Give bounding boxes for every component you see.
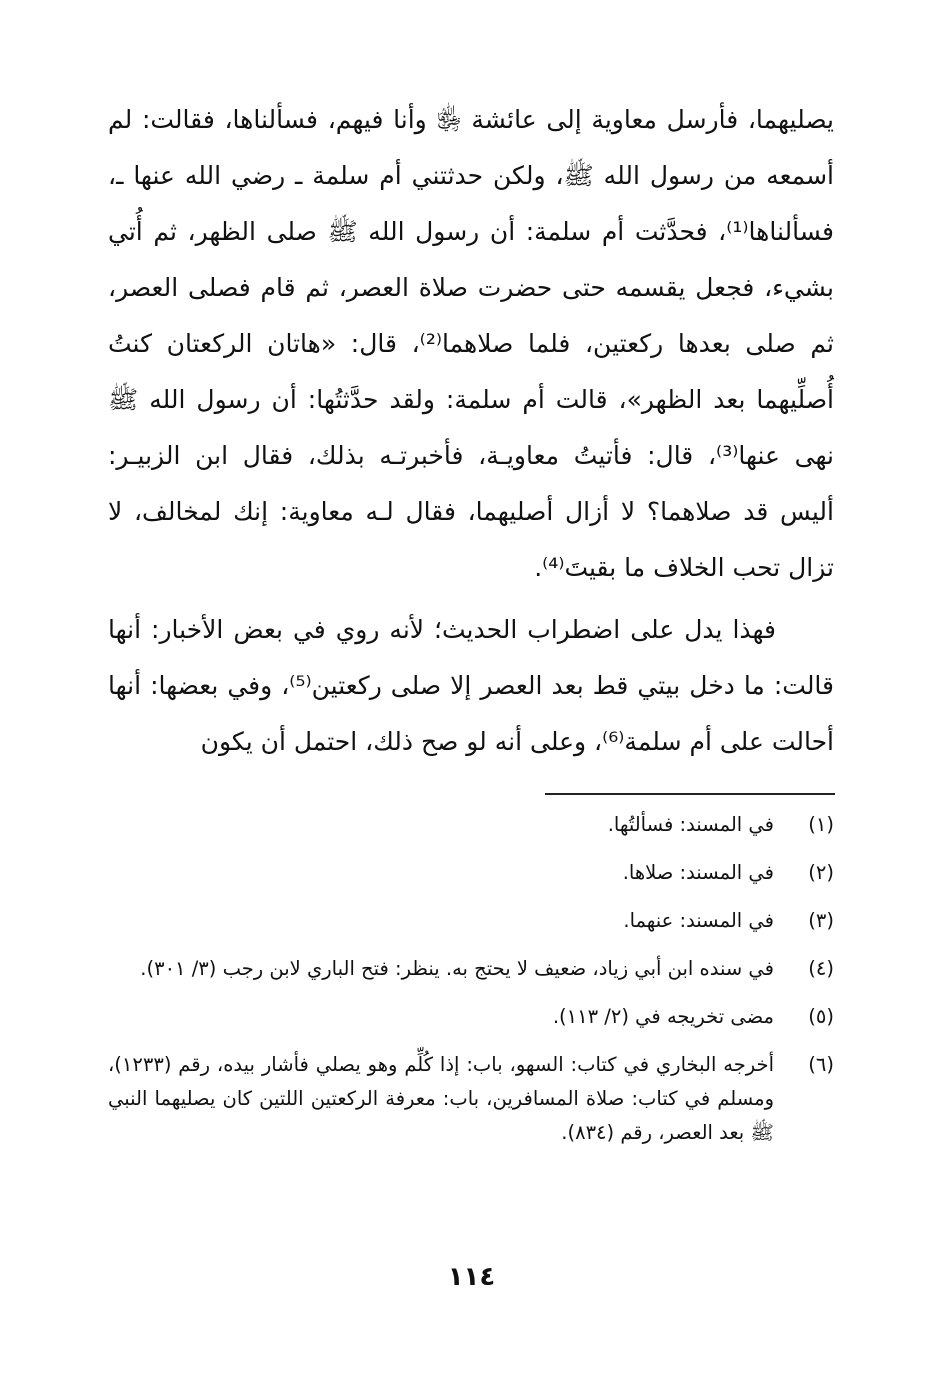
footnote-text: في المسند: فسألتُها.	[607, 813, 774, 836]
footnote-number: (٤)	[808, 957, 834, 980]
footnote-1	[108, 808, 834, 842]
footnote-number: (٢)	[808, 861, 834, 884]
footnote-number: (٥)	[808, 1005, 834, 1028]
footnote-4	[108, 952, 834, 986]
footnote-number: (٣)	[808, 909, 834, 932]
footnote-3	[108, 904, 834, 938]
footnote-number: (١)	[808, 813, 834, 836]
footnote-text: مضى تخريجه في (٢/ ١١٣).	[552, 1005, 774, 1028]
footnote-2	[108, 856, 834, 890]
footnote-number: (٦)	[808, 1053, 834, 1076]
footnotes	[108, 808, 834, 1164]
footnote-separator	[545, 793, 835, 795]
footnote-text: في المسند: صلاها.	[622, 861, 774, 884]
footnote-5	[108, 1000, 834, 1034]
footnote-text: في المسند: عنهما.	[623, 909, 774, 932]
footnote-text: أخرجه البخاري في كتاب: السهو، باب: إذا كُلِّم وهو يصلي فأشار بيده، رقم (١٢٣٣)، ومسلم في كتاب: صلاة المسافرين، باب: معرفة الركعتين اللتين كان يصليهما النبي ﷺ بعد العصر، رقم (٨٣٤).	[108, 1053, 774, 1144]
main-text	[108, 92, 834, 770]
body-paragraph-1: يصليهما، فأرسل معاوية إلى عائشة ﵂ وأنا فيهم، فسألناها، فقالت: لم أسمعه من رسول الله ﷺ، ولكن حدثتني أم سلمة ـ رضي الله عنها ـ، فسألناها⁽¹⁾، فحدَّثت أم سلمة: أن رسول الله ﷺ صلى الظهر، ثم أُتي بشيء، فجعل يقسمه حتى حضرت صلاة العصر، ثم قام فصلى العصر، ثم صلى بعدها ركعتين، فلما صلاهما⁽²⁾، قال: «هاتان الركعتان كنتُ أُصلِّيهما بعد الظهر»، قالت أم سلمة: ولقد حدَّثتُها: أن رسول الله ﷺ نهى عنها⁽³⁾، قال: فأتيتُ معاويـة، فأخبرتـه بذلك، فقال ابن الزبيـر: أليس قد صلاهما؟ لا أزال أصليهما، فقال لـه معاوية: إنك لمخالف، لا تزال تحب الخلاف ما بقيتَ⁽⁴⁾.	[108, 105, 834, 582]
footnote-6	[108, 1048, 834, 1150]
footnote-text: في سنده ابن أبي زياد، ضعيف لا يحتج به. ينظر: فتح الباري لابن رجب (٣/ ٣٠١).	[140, 957, 774, 980]
body-paragraph-2: فهذا يدل على اضطراب الحديث؛ لأنه روي في بعض الأخبار: أنها قالت: ما دخل بيتي قط بعد العصر إلا صلى ركعتين⁽⁵⁾، وفي بعضها: أنها أحالت على أم سلمة⁽⁶⁾، وعلى أنه لو صح ذلك، احتمل أن يكون	[108, 615, 834, 756]
page-number: ١١٤	[447, 1262, 496, 1292]
